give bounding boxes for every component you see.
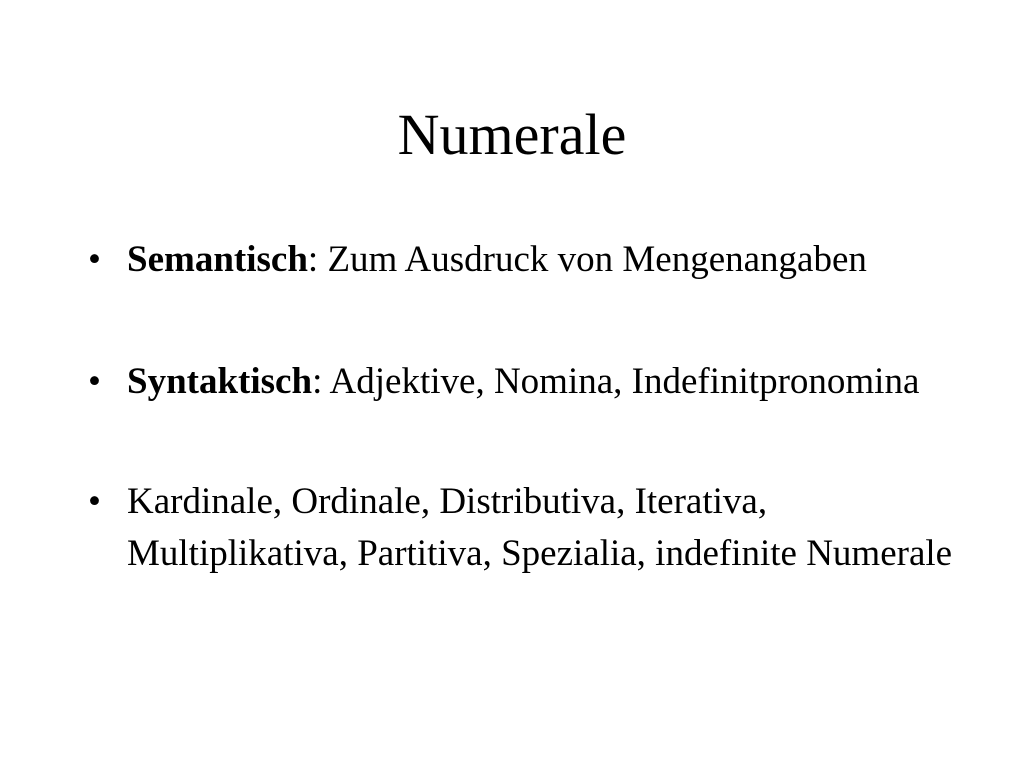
bullet-point-icon: •	[88, 481, 101, 522]
slide-title: Numerale	[397, 102, 627, 167]
bullet-point-icon: •	[88, 361, 101, 402]
bullet-item-syntaktisch	[88, 356, 968, 408]
bullet-term: Semantisch	[127, 239, 308, 280]
bullet-text	[127, 476, 968, 580]
bullet-description: Kardinale, Ordinale, Distributiva, Iterativa, Multiplikativa, Partitiva, Spezialia, indefinite Numerale	[127, 481, 953, 574]
bullet-text	[127, 234, 968, 286]
bullet-point-icon: •	[88, 239, 101, 280]
bullet-text	[127, 356, 968, 408]
bullet-separator: :	[312, 361, 323, 402]
bullet-separator: :	[307, 239, 319, 280]
bullet-description: Adjektive, Nomina, Indefinitpronomina	[322, 361, 920, 402]
bullet-term: Syntaktisch	[127, 361, 313, 402]
bullet-description: Zum Ausdruck von Mengenangaben	[318, 239, 867, 280]
bullet-item-semantisch	[88, 234, 968, 286]
bullet-item-numeral-types	[88, 476, 968, 580]
